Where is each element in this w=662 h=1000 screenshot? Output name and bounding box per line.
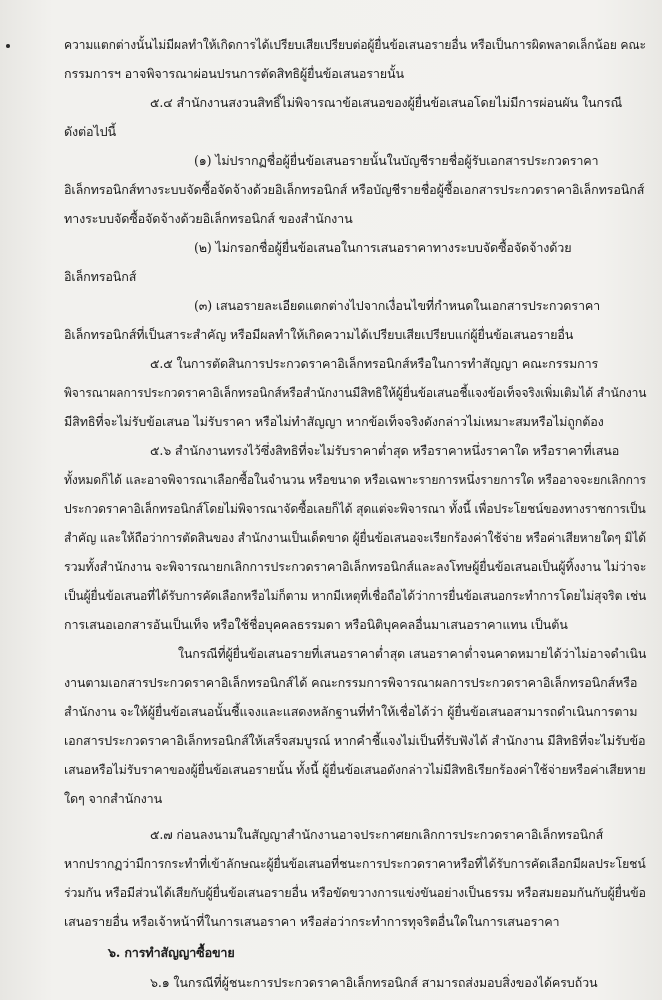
text-line: ดังต่อไปนี้	[64, 124, 116, 139]
text-line: มีสิทธิที่จะไม่รับข้อเสนอ ไม่รับราคา หรือไม่ทำสัญญา หากข้อเท็จจริงดังกล่าวไม่เหมาะสมหรือไม่ถูกต้อง	[64, 414, 604, 429]
text-line: ๕.๕ ในการตัดสินการประกวดราคาอิเล็กทรอนิกส์หรือในการทำสัญญา คณะกรรมการ	[150, 356, 599, 371]
text-line: การเสนอเอกสารอันเป็นเท็จ หรือใช้ชื่อบุคคลธรรมดา หรือนิติบุคคลอื่นมาเสนอราคาแทน เป็นต้น	[64, 617, 568, 632]
text-line: ประกวดราคาอิเล็กทรอนิกส์โดยไม่พิจารณาจัดซื้อเลยก็ได้ สุดแต่จะพิจารณา ทั้งนี้ เพื่อประโยชน์ของทางราชการเป็น	[64, 501, 646, 516]
text-line: สำนักงาน จะให้ผู้ยื่นข้อเสนอนั้นชี้แจงและแสดงหลักฐานที่ทำให้เชื่อได้ว่า ผู้ยื่นข้อเสนอสามารถดำเนินการตาม	[64, 704, 638, 719]
scan-mark	[6, 44, 10, 48]
text-line: ความแตกต่างนั้นไม่มีผลทำให้เกิดการได้เปรียบเสียเปรียบต่อผู้ยื่นข้อเสนอรายอื่น หรือเป็นการผิดพลาดเล็กน้อย คณะ	[64, 37, 646, 52]
text-line: (๒) ไม่กรอกชื่อผู้ยื่นข้อเสนอในการเสนอราคาทางระบบจัดซื้อจัดจ้างด้วย	[194, 240, 572, 255]
text-line: ๕.๗ ก่อนลงนามในสัญญาสำนักงานอาจประกาศยกเลิกการประกวดราคาอิเล็กทรอนิกส์	[150, 827, 604, 842]
text-line: ใดๆ จากสำนักงาน	[64, 791, 163, 806]
section-heading: ๖. การทำสัญญาซื้อขาย	[108, 945, 235, 960]
text-line: เอกสารประกวดราคาอิเล็กทรอนิกส์ให้เสร็จสมบูรณ์ หากคำชี้แจงไม่เป็นที่รับฟังได้ สำนักงาน มีสิทธิที่จะไม่รับข้อ	[64, 733, 646, 748]
text-line: ร่วมกัน หรือมีส่วนได้เสียกับผู้ยื่นข้อเสนอรายอื่น หรือขัดขวางการแข่งขันอย่างเป็นธรรม หรือสมยอมกันกับผู้ยื่นข้อ	[64, 885, 646, 900]
text-line: ทั้งหมดก็ได้ และอาจพิจารณาเลือกซื้อในจำนวน หรือขนาด หรือเฉพาะรายการหนึ่งรายการใด หรืออาจจะยกเลิกการ	[64, 472, 646, 487]
text-line: ๖.๑ ในกรณีที่ผู้ชนะการประกวดราคาอิเล็กทรอนิกส์ สามารถส่งมอบสิ่งของได้ครบถ้วน	[150, 975, 598, 990]
text-line: ในกรณีที่ผู้ยื่นข้อเสนอรายที่เสนอราคาต่ำสุด เสนอราคาต่ำจนคาดหมายได้ว่าไม่อาจดำเนิน	[178, 646, 647, 661]
text-line: รวมทั้งสำนักงาน จะพิจารณายกเลิกการประกวดราคาอิเล็กทรอนิกส์และลงโทษผู้ยื่นข้อเสนอเป็นผู้ทิ้งงาน ไม่ว่าจะ	[64, 559, 647, 574]
text-line: อิเล็กทรอนิกส์ทางระบบจัดซื้อจัดจ้างด้วยอิเล็กทรอนิกส์ หรือบัญชีรายชื่อผู้ซื้อเอกสารประกวดราคาอิเล็กทรอนิกส์	[64, 182, 645, 197]
text-line: เสนอรายอื่น หรือเจ้าหน้าที่ในการเสนอราคา หรือส่อว่ากระทำการทุจริตอื่นใดในการเสนอราคา	[64, 914, 560, 929]
text-line: (๓) เสนอรายละเอียดแตกต่างไปจากเงื่อนไขที่กำหนดในเอกสารประกวดราคา	[194, 298, 601, 313]
text-line: ๕.๔ สำนักงานสงวนสิทธิ์ไม่พิจารณาข้อเสนอของผู้ยื่นข้อเสนอโดยไม่มีการผ่อนผัน ในกรณี	[150, 95, 622, 110]
text-line: สำคัญ และให้ถือว่าการตัดสินของ สำนักงานเป็นเด็ดขาด ผู้ยื่นข้อเสนอจะเรียกร้องค่าใช้จ่าย หรือค่าเสียหายใดๆ มิได้	[64, 530, 646, 545]
text-line: (๑) ไม่ปรากฏชื่อผู้ยื่นข้อเสนอรายนั้นในบัญชีรายชื่อผู้รับเอกสารประกวดราคา	[194, 153, 599, 168]
text-line: กรรมการฯ อาจพิจารณาผ่อนปรนการตัดสิทธิผู้ยื่นข้อเสนอรายนั้น	[64, 66, 404, 81]
text-line: อิเล็กทรอนิกส์	[64, 269, 137, 284]
text-line: หากปรากฏว่ามีการกระทำที่เข้าลักษณะผู้ยื่นข้อเสนอที่ชนะการประกวดราคาหรือที่ได้รับการคัดเลือกมีผลประโยชน์	[64, 856, 646, 871]
text-line: เสนอหรือไม่รับราคาของผู้ยื่นข้อเสนอรายนั้น ทั้งนี้ ผู้ยื่นข้อเสนอดังกล่าวไม่มีสิทธิเรียกร้องค่าใช้จ่ายหรือค่าเสียหาย	[64, 762, 646, 777]
text-line: พิจารณาผลการประกวดราคาอิเล็กทรอนิกส์หรือสำนักงานมีสิทธิให้ผู้ยื่นข้อเสนอชี้แจงข้อเท็จจริงเพิ่มเติมได้ สำนักงาน	[64, 385, 647, 400]
text-line: อิเล็กทรอนิกส์ที่เป็นสาระสำคัญ หรือมีผลทำให้เกิดความได้เปรียบเสียเปรียบแก่ผู้ยื่นข้อเสนอรายอื่น	[64, 327, 574, 342]
text-line: เป็นผู้ยื่นข้อเสนอที่ได้รับการคัดเลือกหรือไม่ก็ตาม หากมีเหตุที่เชื่อถือได้ว่าการยื่นข้อเสนอกระทำการโดยไม่สุจริต เช่น	[64, 588, 647, 603]
text-line: งานตามเอกสารประกวดราคาอิเล็กทรอนิกส์ได้ คณะกรรมการพิจารณาผลการประกวดราคาอิเล็กทรอนิกส์หรือ	[64, 675, 638, 690]
text-line: ๕.๖ สำนักงานทรงไว้ซึ่งสิทธิที่จะไม่รับราคาต่ำสุด หรือราคาหนึ่งราคาใด หรือราคาที่เสนอ	[150, 443, 620, 458]
text-line: ทางระบบจัดซื้อจัดจ้างด้วยอิเล็กทรอนิกส์ ของสำนักงาน	[64, 211, 353, 226]
